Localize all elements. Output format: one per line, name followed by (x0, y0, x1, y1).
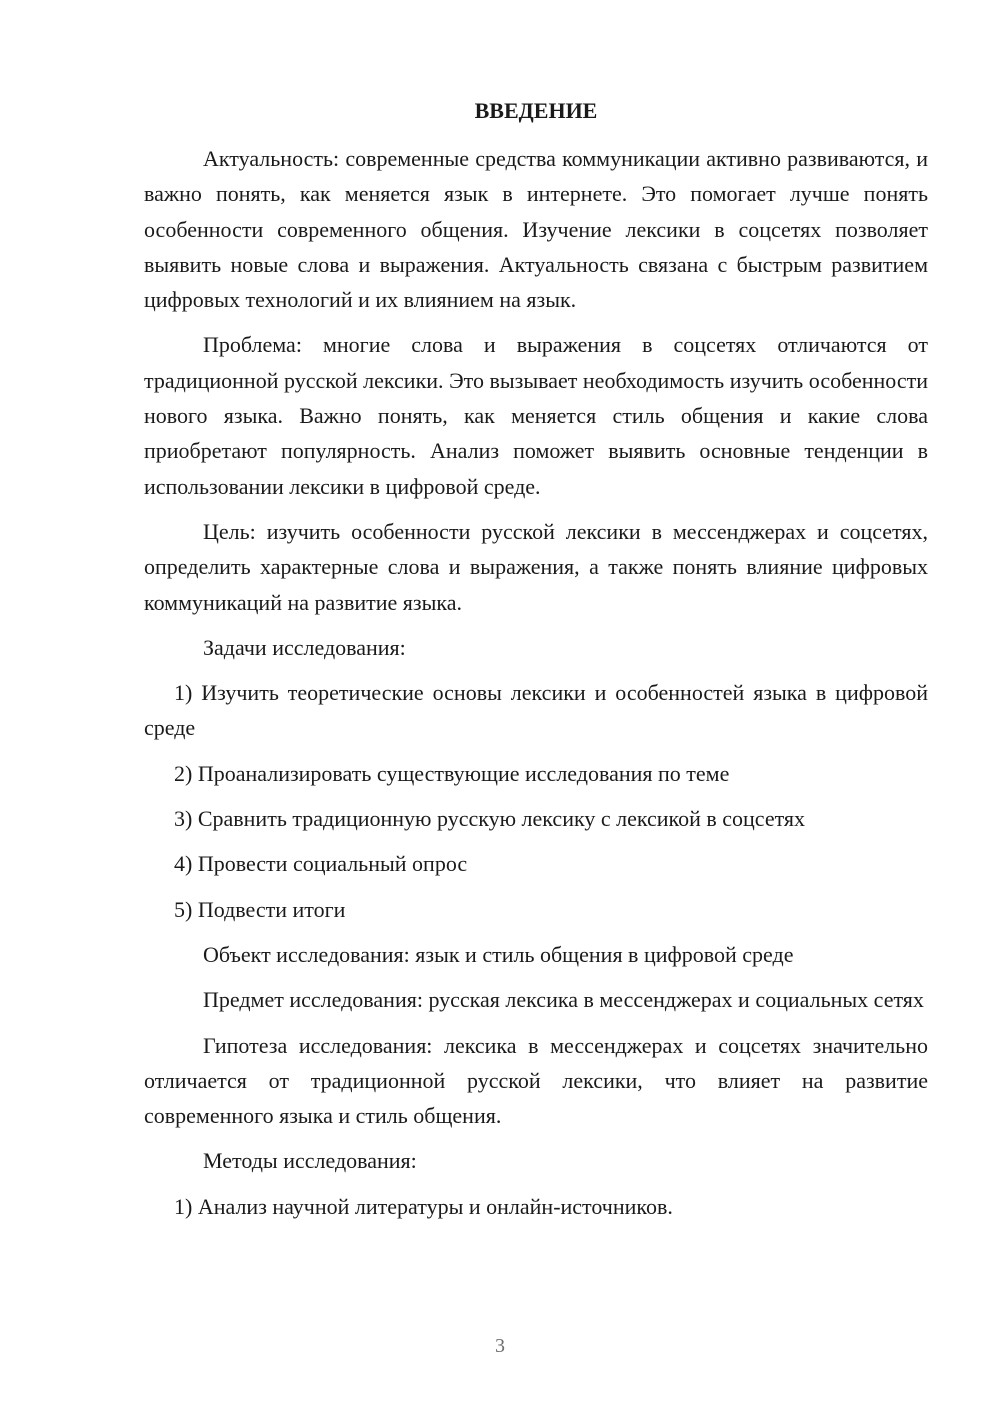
section-heading: ВВЕДЕНИЕ (474, 98, 598, 123)
tasks-title: Задачи исследования: (203, 634, 406, 660)
hypothesis-paragraph: Гипотеза исследования: лексика в мессенджерах и соцсетях значительно отличается от традиционной русской лексики, что влияет на развитие современного языка и стиль общения. (144, 1032, 928, 1129)
task-item-5: 5) Подвести итоги (174, 896, 346, 922)
body-text (144, 141, 928, 1224)
object-paragraph: Объект исследования: язык и стиль общения в цифровой среде (203, 941, 794, 967)
task-item-1: 1) Изучить теоретические основы лексики и особенностей языка в цифровой среде (144, 680, 928, 741)
problem-paragraph: Проблема: многие слова и выражения в соцсетях отличаются от традиционной русской лексики. Это вызывает необходимость изучить особенности нового языка. Важно понять, как меняется стиль общения и какие слова приобретают популярность. Анализ поможет выявить основные тенденции в использовании лексики в цифровой среде. (144, 332, 928, 499)
task-item-3: 3) Сравнить традиционную русскую лексику с лексикой в соцсетях (174, 806, 806, 832)
task-item-4: 4) Провести социальный опрос (174, 851, 468, 877)
relevance-paragraph: Актуальность: современные средства коммуникации активно развиваются, и важно понять, как меняется язык в интернете. Это помогает лучше понять особенности современного общения. Изучение лексики в соцсетях позволяет выявить новые слова и выражения. Актуальность связана с быстрым развитием цифровых технологий и их влиянием на язык. (144, 146, 928, 313)
page-number: 3 (495, 1335, 505, 1357)
method-item-1: 1) Анализ научной литературы и онлайн-источников. (174, 1193, 673, 1219)
subject-paragraph: Предмет исследования: русская лексика в мессенджерах и социальных сетях (203, 987, 924, 1013)
goal-paragraph: Цель: изучить особенности русской лексики в мессенджерах и соцсетях, определить характерные слова и выражения, а также понять влияние цифровых коммуникаций на развитие языка. (144, 518, 928, 615)
methods-title: Методы исследования: (203, 1148, 417, 1174)
task-item-2: 2) Проанализировать существующие исследования по теме (174, 760, 730, 786)
